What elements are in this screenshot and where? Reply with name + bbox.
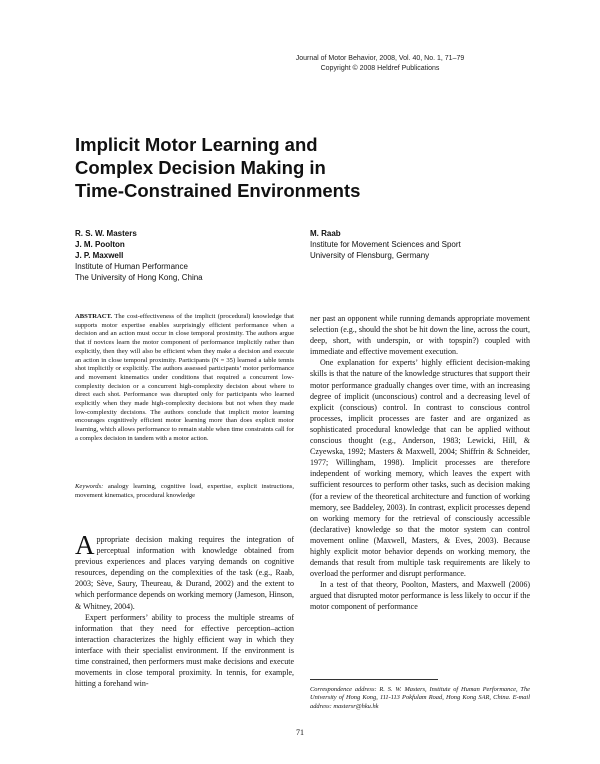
author-block-left (75, 228, 285, 283)
title-line: Time-Constrained Environments (75, 180, 361, 201)
drop-cap: A (75, 530, 95, 560)
author-name: J. P. Maxwell (75, 251, 124, 260)
keywords-label: Keywords: (75, 483, 104, 490)
keywords-text: analogy learning, cognitive load, expertise, explicit instructions, movement kinematics, procedural knowledge (75, 483, 294, 499)
journal-citation: Journal of Motor Behavior, 2008, Vol. 40, No. 1, 71–79 (295, 55, 465, 62)
author-affiliation: University of Flensburg, Germany (310, 251, 430, 260)
introduction (75, 530, 294, 689)
body-paragraph: In a test of that theory, Poolton, Masters, and Maxwell (2006) argued that disrupted motor performance is less likely to occur if the motor component of performance (310, 580, 530, 612)
body-paragraph: One explanation for experts’ highly efficient decision-making skills is that the nature of the knowledge structures that support their motor performance gradually changes over time, with an increasing degree of implicit (unconscious) control and a decreasing level of explicit (conscious) control. In contrast to conscious control processes, implicit processes are faster and are organized as sophisticated procedural knowledge that can be applied without conscious thought (e.g., Anderson, 1983; Lewicki, Hill, & Czyewska, 1992; Masters & Maxwell, 2004; Shiffrin & Schneider, 1977; Willingham, 1998). Implicit processes are therefore independent of working memory, which leaves the expert with sufficient resources to perform other tasks, such as decision making (for a review of the theoretical architecture and function of working memory, see Baddeley, 2003). In contrast, explicit processes depend on working memory for the retrieval of consciously accessible (declarative) knowledge so that the motor system can control movement online (Maxwell, Masters, & Eves, 2003). Because highly explicit motor behavior depends on working memory, the demands that result from multiple task requirements are likely to overload the performer and disrupt performance. (310, 358, 530, 579)
author-affiliation: Institute of Human Performance (75, 262, 188, 271)
page-number: 71 (296, 728, 304, 737)
author-affiliation: The University of Hong Kong, China (75, 273, 203, 282)
author-name: M. Raab (310, 229, 341, 238)
body-paragraph: ner past an opponent while running demands appropriate movement selection (e.g., should the shot be hit down the line, across the court, deep, short, with underspin, or with topspin?) coupled with immediate and effective movement execution. (310, 314, 530, 357)
intro-paragraph-text: ppropriate decision making requires the integration of perceptual information with knowledge obtained from previous experiences and places varying demands on cognitive resources, depending on the complexities of the task (e.g., Raab, 2003; Sève, Saury, Theureau, & Durand, 2002) and the extent to which performance depends on working memory (Jameson, Hinson, & Whitney, 2004). (75, 535, 294, 611)
intro-paragraph (75, 530, 294, 612)
author-name: R. S. W. Masters (75, 229, 137, 238)
article-title (75, 133, 555, 202)
keywords (75, 483, 294, 500)
abstract-text: The cost-effectiveness of the implicit (procedural) knowledge that supports motor expertise enables surprisingly efficient performance when a decision and an action must occur in close temporal proximity. The authors argue that if novices learn the motor component of performance implicitly rather than explicitly, then they will also be efficient when they make a decision and execute an action in close temporal proximity. Participants (N = 35) learned a table tennis shot implicitly or explicitly. The authors assessed participants’ motor performance and movement kinematics under conditions that required a concurrent low-complexity decision or a concurrent high-complexity decision about where to direct each shot. Performance was disrupted only for participants who learned explicitly when they made high-complexity decisions but not when they made low-complexity decisions. The authors conclude that implicit motor learning encourages cognitively efficient motor learning more than does explicit motor learning, which allows performance to remain stable when time constraints call for a complex decision in tandem with a motor action. (75, 313, 294, 442)
abstract (75, 313, 294, 444)
abstract-label: ABSTRACT. (75, 313, 113, 320)
correspondence-note: Correspondence address: R. S. W. Masters, Institute of Human Performance, The University of Hong Kong, 111-113 Pokfulam Road, Hong Kong SAR, China. E-mail address: mastersr@hku.hk (310, 686, 530, 710)
author-block-right (310, 228, 540, 261)
journal-copyright: Copyright © 2008 Heldref Publications (320, 65, 440, 72)
right-column-body (310, 313, 530, 613)
journal-header (180, 54, 580, 74)
title-line: Implicit Motor Learning and (75, 134, 318, 155)
author-affiliation: Institute for Movement Sciences and Sport (310, 240, 461, 249)
title-line: Complex Decision Making in (75, 157, 326, 178)
body-paragraph: Expert performers’ ability to process the multiple streams of information that they need for effective perception–action interaction characterizes the highly efficient way in which they interface with their specialist environment. If the environment is time constrained, then performers must make decisions and execute movements in close temporal proximity. In tennis, for example, hitting a forehand win- (75, 612, 294, 689)
author-name: J. M. Poolton (75, 240, 125, 249)
footnote-divider (310, 679, 438, 680)
